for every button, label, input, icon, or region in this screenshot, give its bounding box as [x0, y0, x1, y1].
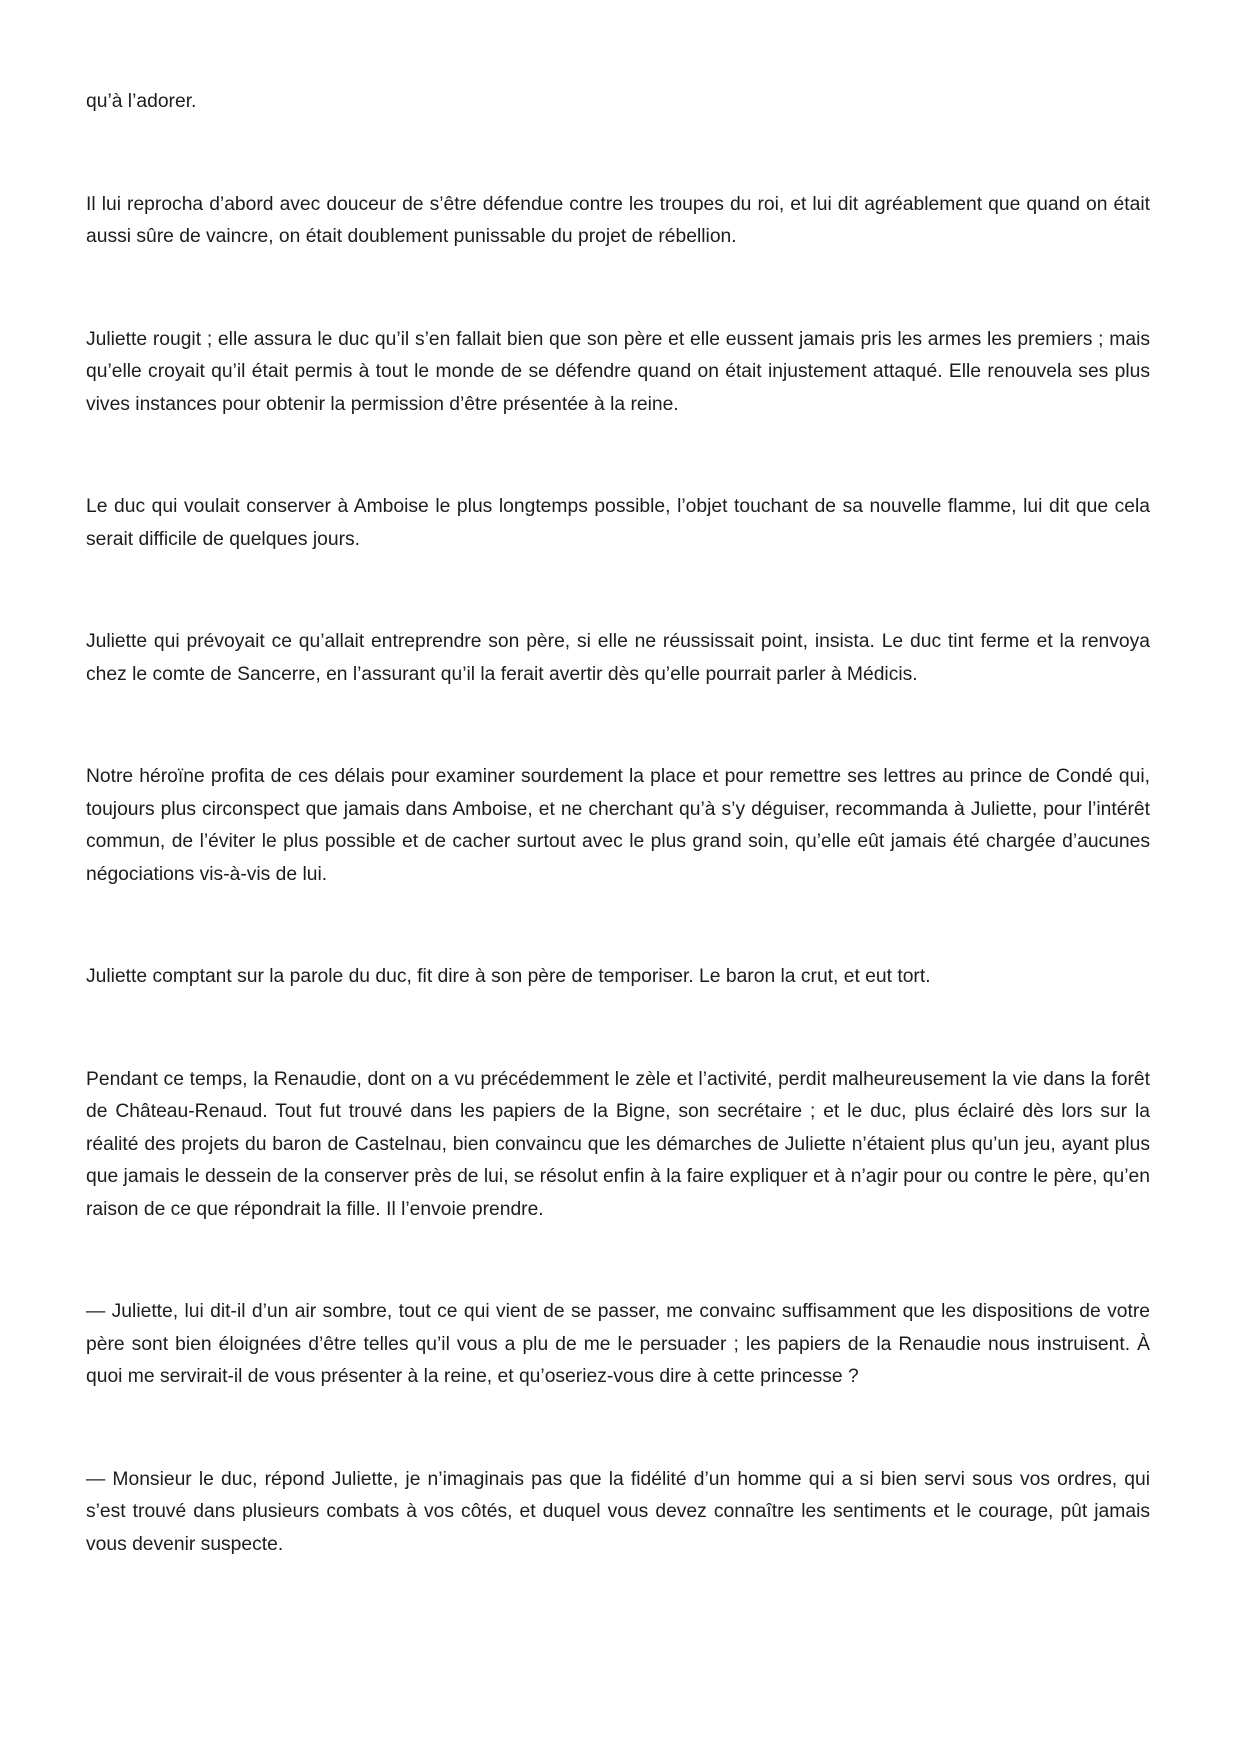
- paragraph-10: — Monsieur le duc, répond Juliette, je n’imaginais pas que la fidélité d’un homme qui a si bien servi sous vos ordres, qui s’est trouvé dans plusieurs combats à vos côtés, et duquel vous devez connaître les sentiments et le courage, pût jamais vous devenir suspecte.: [86, 1468, 1150, 1555]
- paragraph-7: Juliette comptant sur la parole du duc, fit dire à son père de temporiser. Le baron la crut, et eut tort.: [86, 966, 931, 987]
- paragraph-9: — Juliette, lui dit-il d’un air sombre, tout ce qui vient de se passer, me convainc suffisamment que les dispositions de votre père sont bien éloignées d’être telles qu’il vous a plu de me le persuader ; les papiers de la Renaudie nous instruisent. À quoi me servirait-il de vous présenter à la reine, et qu’oseriez-vous dire à cette princesse ?: [86, 1301, 1150, 1387]
- paragraph-2: Il lui reprocha d’abord avec douceur de s’être défendue contre les troupes du roi, et lui dit agréablement que quand on était aussi sûre de vaincre, on était doublement punissable du projet de rébellion.: [86, 193, 1150, 247]
- paragraph-8: Pendant ce temps, la Renaudie, dont on a vu précédemment le zèle et l’activité, perdit malheureusement la vie dans la forêt de Château-Renaud. Tout fut trouvé dans les papiers de la Bigne, son secrétaire ; et le duc, plus éclairé dès lors sur la réalité des projets du baron de Castelnau, bien convaincu que les démarches de Juliette n’étaient plus qu’un jeu, ayant plus que jamais le dessein de la conserver près de lui, se résolut enfin à la faire expliquer et à n’agir pour ou contre le père, qu’en raison de ce que répondrait la fille. Il l’envoie prendre.: [86, 1068, 1150, 1220]
- body-text: [86, 86, 1150, 1561]
- paragraph-6: Notre héroïne profita de ces délais pour examiner sourdement la place et pour remettre ses lettres au prince de Condé qui, toujours plus circonspect que jamais dans Amboise, et ne cherchant qu’à s’y déguiser, recommanda à Juliette, pour l’intérêt commun, de l’éviter le plus possible et de cacher surtout avec le plus grand soin, qu’elle eût jamais été chargée d’aucunes négociations vis-à-vis de lui.: [86, 766, 1150, 885]
- paragraph-4: Le duc qui voulait conserver à Amboise le plus longtemps possible, l’objet touchant de sa nouvelle flamme, lui dit que cela serait difficile de quelques jours.: [86, 496, 1150, 550]
- paragraph-3: Juliette rougit ; elle assura le duc qu’il s’en fallait bien que son père et elle eussent jamais pris les armes les premiers ; mais qu’elle croyait qu’il était permis à tout le monde de se défendre quand on était injustement attaqué. Elle renouvela ses plus vives instances pour obtenir la permission d’être présentée à la reine.: [86, 328, 1150, 415]
- paragraph-1: qu’à l’adorer.: [86, 91, 197, 112]
- paragraph-5: Juliette qui prévoyait ce qu’allait entreprendre son père, si elle ne réussissait point, insista. Le duc tint ferme et la renvoya chez le comte de Sancerre, en l’assurant qu’il la ferait avertir dès qu’elle pourrait parler à Médicis.: [86, 631, 1150, 685]
